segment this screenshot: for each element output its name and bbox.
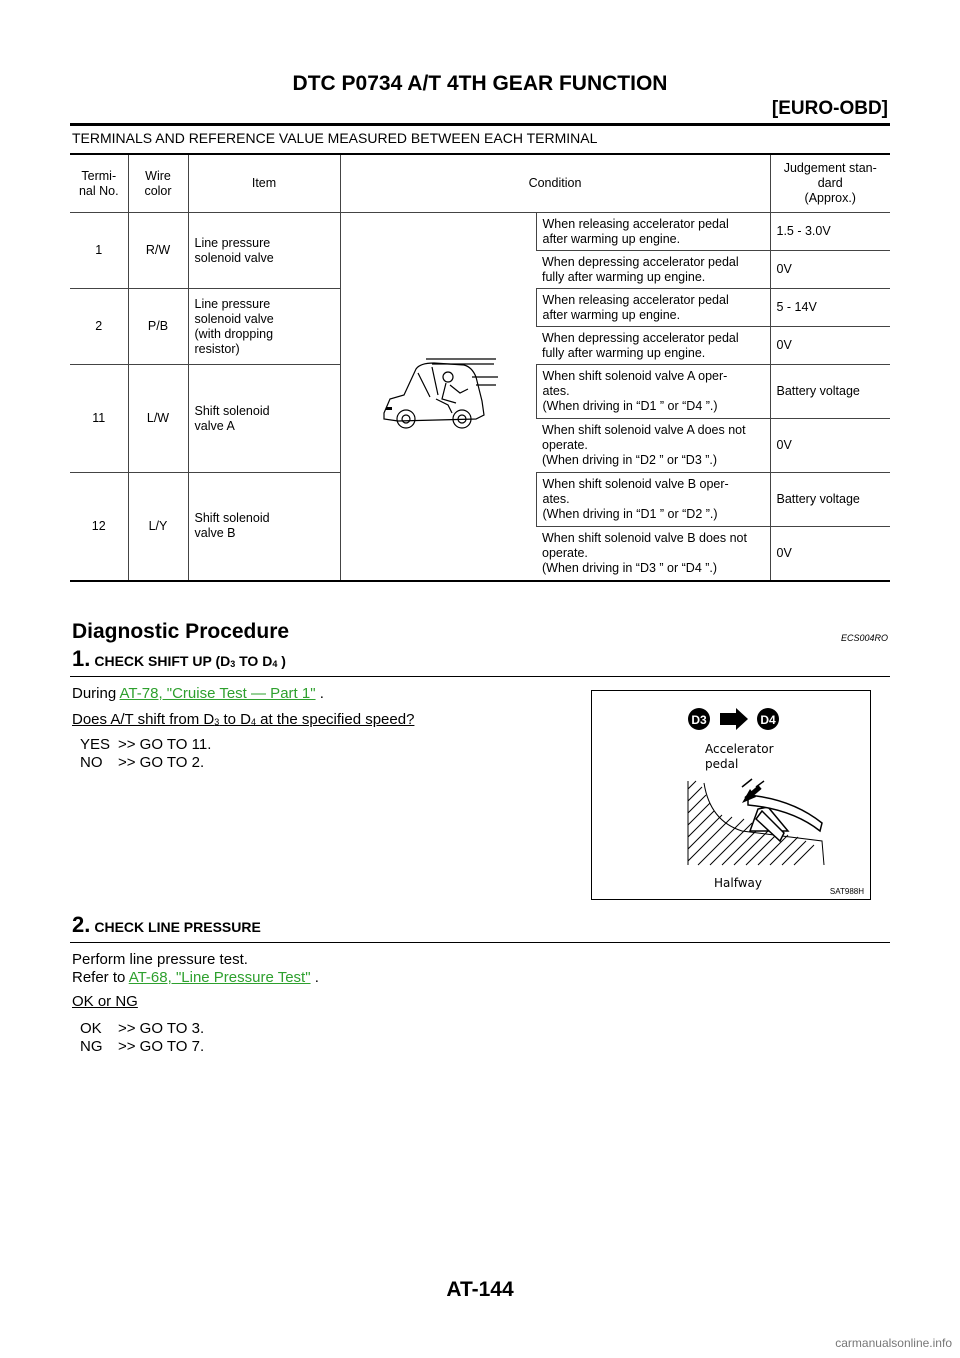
step2-question: OK or NG xyxy=(72,993,138,1010)
arrow-right-icon xyxy=(720,708,748,730)
page-number: AT-144 xyxy=(446,1278,514,1301)
cell-wire: L/Y xyxy=(128,473,188,581)
terminal-table xyxy=(70,153,890,582)
cell-value: 0V xyxy=(770,419,890,473)
diagnostic-procedure-heading: Diagnostic Procedure xyxy=(72,620,290,643)
cell-car-illustration xyxy=(340,213,536,581)
cell-condition: When shift solenoid valve B does not operate. (When driving in “D3 ” or “D4 ”.) xyxy=(536,527,770,581)
cell-condition: When shift solenoid valve A oper- ates. (When driving in “D1 ” or “D4 ”.) xyxy=(536,365,770,419)
cell-condition: When depressing accelerator pedal fully after warming up engine. xyxy=(536,251,770,289)
step1-rule xyxy=(70,676,890,677)
cell-value: 1.5 - 3.0V xyxy=(770,213,890,251)
accelerator-pedal-illustration xyxy=(592,691,870,899)
figure-code: SAT988H xyxy=(829,887,864,896)
cell-value: 0V xyxy=(770,251,890,289)
step1-heading: 1. CHECK SHIFT UP ($D_3$ TO $D_4$ ) xyxy=(72,646,286,671)
step1-yes: YES >> GO TO 11. xyxy=(80,736,212,753)
header-judgement: Judgement stan- dard (Approx.) xyxy=(770,154,890,213)
cell-value: Battery voltage xyxy=(770,473,890,527)
pedal-shape xyxy=(748,795,822,841)
cell-condition: When depressing accelerator pedal fully after warming up engine. xyxy=(536,327,770,365)
figure-label-accelerator: Accelerator xyxy=(705,742,774,756)
cell-wire: R/W xyxy=(128,213,188,289)
figure-label-pedal: pedal xyxy=(705,757,739,771)
header-wire-color: Wire color xyxy=(128,154,188,213)
step1-no: NO >> GO TO 2. xyxy=(80,754,205,771)
cell-terminal: 1 xyxy=(70,213,128,289)
step2-ok: OK >> GO TO 3. xyxy=(80,1020,205,1037)
step2-rule xyxy=(70,942,890,943)
cell-item: Line pressure solenoid valve (with dropping resistor) xyxy=(188,289,340,365)
d3-label: D3 xyxy=(691,713,707,727)
step2-line1: Perform line pressure test. xyxy=(72,951,248,968)
accelerator-figure xyxy=(591,690,871,900)
header-terminal: Termi- nal No. xyxy=(70,154,128,213)
page-title: DTC P0734 A/T 4TH GEAR FUNCTION xyxy=(292,72,668,95)
cell-value: Battery voltage xyxy=(770,365,890,419)
table-row xyxy=(70,213,890,251)
cell-terminal: 12 xyxy=(70,473,128,581)
cell-value: 5 - 14V xyxy=(770,289,890,327)
section-code: ECS004RO xyxy=(840,633,888,643)
step2-heading: 2. CHECK LINE PRESSURE xyxy=(72,912,261,937)
d4-label: D4 xyxy=(760,713,776,727)
header-rule xyxy=(70,123,890,126)
cell-wire: P/B xyxy=(128,289,188,365)
car-driver-icon xyxy=(376,355,500,435)
cell-terminal: 2 xyxy=(70,289,128,365)
line-pressure-test-link[interactable]: AT-68, "Line Pressure Test" xyxy=(128,969,311,986)
figure-label-halfway: Halfway xyxy=(714,876,762,890)
cell-value: 0V xyxy=(770,527,890,581)
section-tag: [EURO-OBD] xyxy=(771,98,888,119)
cell-condition: When shift solenoid valve A does not operate. (When driving in “D2 ” or “D3 ”.) xyxy=(536,419,770,473)
header-item: Item xyxy=(188,154,340,213)
cell-item: Shift solenoid valve B xyxy=(188,473,340,581)
step1-question: Does A/T shift from $D_3$ to $D_4$ at the specified speed? xyxy=(72,711,415,728)
table-header-row xyxy=(70,154,890,213)
cell-terminal: 11 xyxy=(70,365,128,473)
header-condition: Condition xyxy=(340,154,770,213)
step1-during: During AT-78, "Cruise Test — Part 1" . xyxy=(72,685,324,702)
cell-condition: When releasing accelerator pedal after warming up engine. xyxy=(536,289,770,327)
cell-item: Shift solenoid valve A xyxy=(188,365,340,473)
cell-condition: When shift solenoid valve B oper- ates. (When driving in “D1 ” or “D2 ”.) xyxy=(536,473,770,527)
watermark: carmanualsonline.info xyxy=(835,1336,952,1350)
table-caption: TERMINALS AND REFERENCE VALUE MEASURED BETWEEN EACH TERMINAL xyxy=(72,130,598,146)
cruise-test-link[interactable]: AT-78, "Cruise Test — Part 1" xyxy=(119,685,316,702)
cell-condition: When releasing accelerator pedal after warming up engine. xyxy=(536,213,770,251)
cell-value: 0V xyxy=(770,327,890,365)
step2-refer: Refer to AT-68, "Line Pressure Test" . xyxy=(72,969,319,986)
step2-ng: NG >> GO TO 7. xyxy=(80,1038,205,1055)
cell-wire: L/W xyxy=(128,365,188,473)
cell-item: Line pressure solenoid valve xyxy=(188,213,340,289)
